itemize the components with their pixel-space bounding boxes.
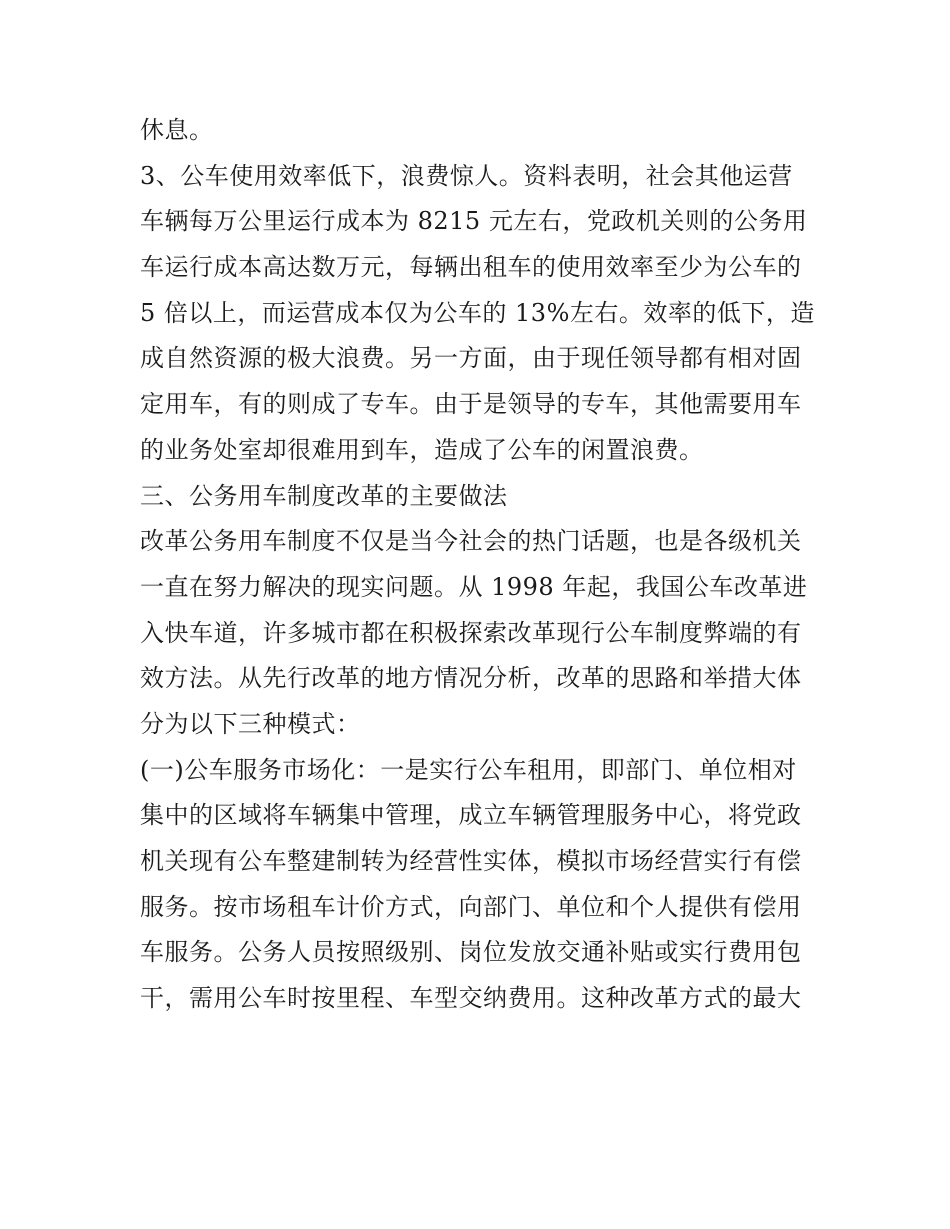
- text-line: 分为以下三种模式：: [140, 709, 361, 738]
- text-line: 服务。按市场租车计价方式，向部门、单位和个人提供有偿用: [140, 892, 802, 921]
- text-line: 入快车道，许多城市都在积极探索改革现行公车制度弊端的有: [140, 618, 802, 647]
- section-heading: 三、公务用车制度改革的主要做法: [140, 481, 508, 510]
- text-line: 5 倍以上，而运营成本仅为公车的 13%左右。效率的低下，造: [140, 298, 815, 327]
- text-line: 集中的区域将车辆集中管理，成立车辆管理服务中心，将党政: [140, 801, 802, 830]
- text-line: 休息。: [140, 116, 214, 144]
- text-line: 车运行成本高达数万元，每辆出租车的使用效率至少为公车的: [140, 253, 802, 282]
- text-line: 车辆每万公里运行成本为 8215 元左右，党政机关则的公务用: [140, 207, 808, 236]
- text-line: 改革公务用车制度不仅是当今社会的热门话题，也是各级机关: [140, 527, 802, 556]
- text-line: 机关现有公车整建制转为经营性实体，模拟市场经营实行有偿: [140, 847, 802, 875]
- text-line: 干，需用公车时按里程、车型交纳费用。这种改革方式的最大: [140, 984, 802, 1013]
- text-line: 一直在努力解决的现实问题。从 1998 年起，我国公车改革进: [140, 572, 808, 601]
- body-text: [140, 108, 820, 1022]
- text-line: (一)公车服务市场化：一是实行公车租用，即部门、单位相对: [140, 755, 797, 784]
- text-line: 定用车，有的则成了专车。由于是领导的专车，其他需要用车: [140, 390, 802, 419]
- text-line: 3、公车使用效率低下，浪费惊人。资料表明，社会其他运营: [140, 161, 793, 190]
- text-line: 车服务。公务人员按照级别、岗位发放交通补贴或实行费用包: [140, 938, 802, 967]
- text-line: 效方法。从先行改革的地方情况分析，改革的思路和举措大体: [140, 664, 802, 693]
- text-line: 的业务处室却很难用到车，造成了公车的闲置浪费。: [140, 435, 704, 464]
- text-line: 成自然资源的极大浪费。另一方面，由于现任领导都有相对固: [140, 344, 802, 373]
